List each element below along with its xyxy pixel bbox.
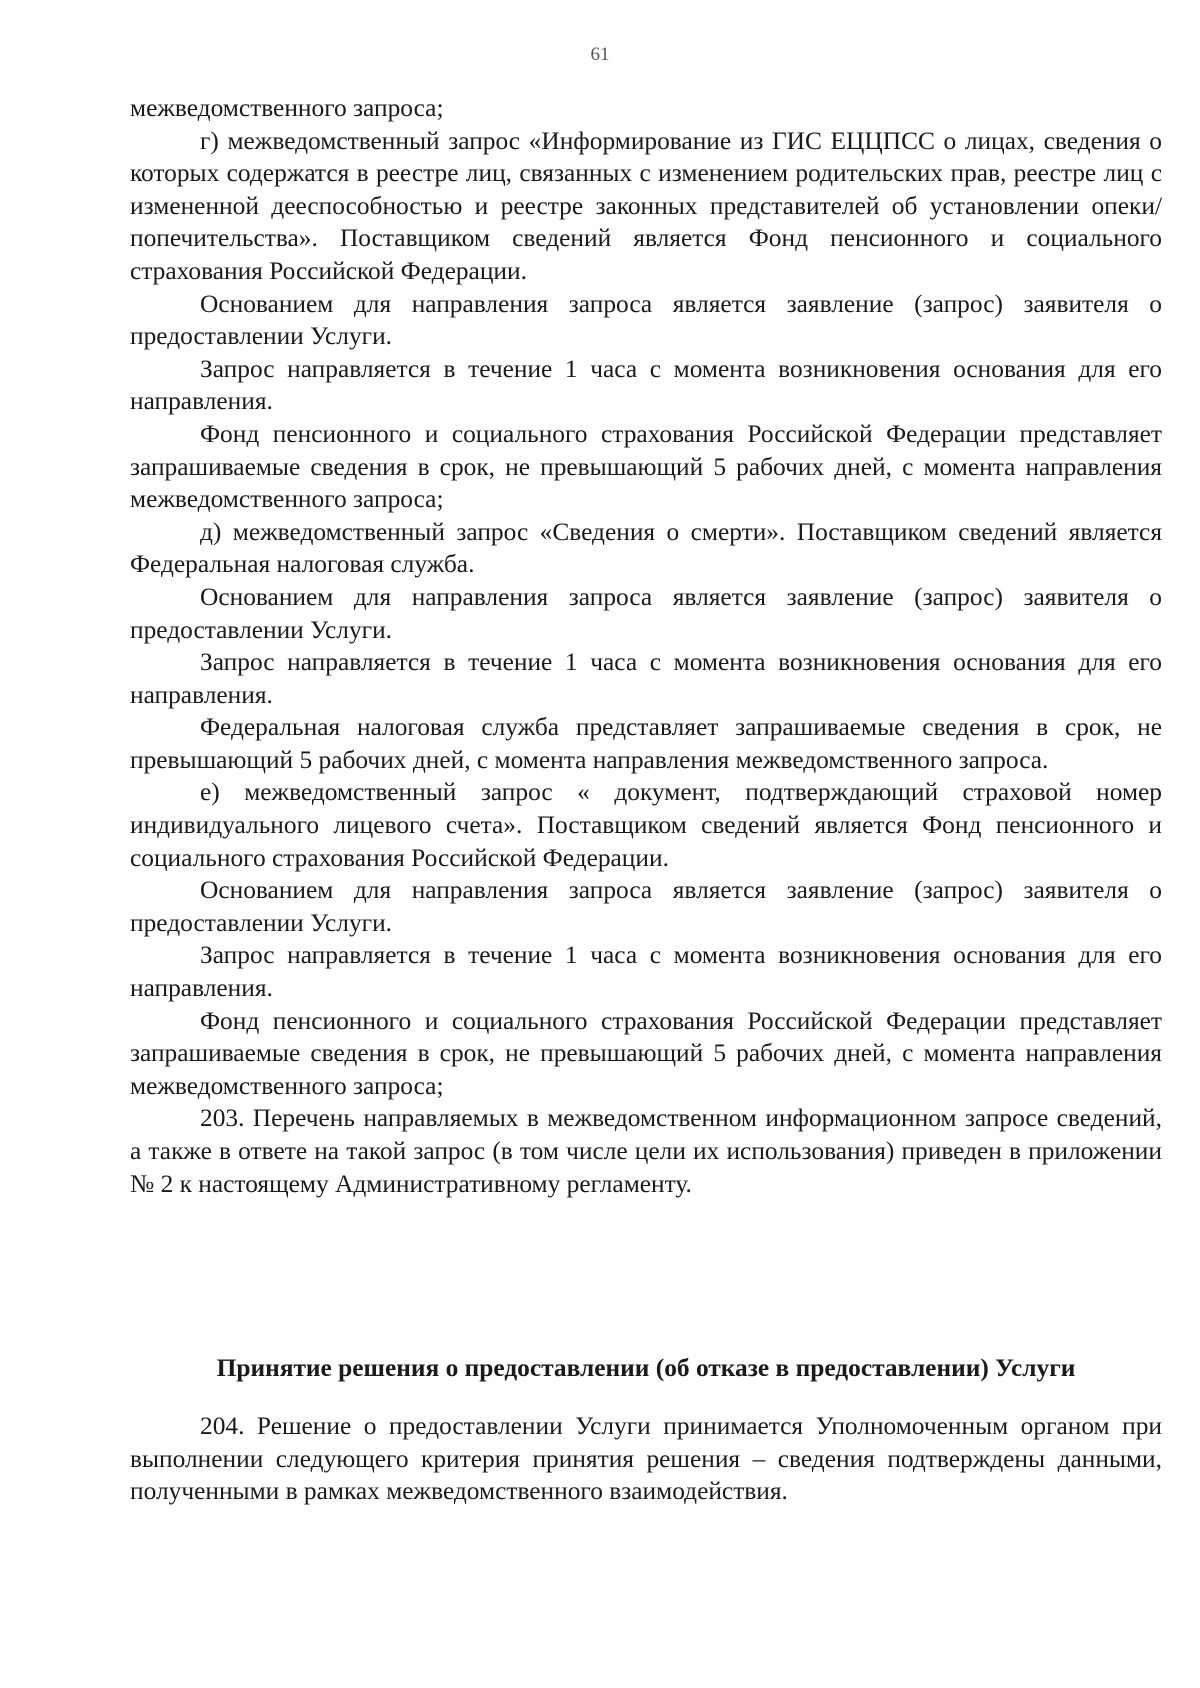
paragraph-basis: Основанием для направления запроса является заявление (запрос) заявителя о предоставлении Услуги. — [130, 289, 1162, 351]
page-number: 61 — [590, 44, 610, 65]
paragraph-timing: Запрос направляется в течение 1 часа с момента возникновения основания для его направления. — [130, 941, 1162, 1003]
paragraph-timing: Запрос направляется в течение 1 часа с момента возникновения основания для его направления. — [130, 354, 1162, 416]
paragraph-response: Фонд пенсионного и социального страхования Российской Федерации представляет запрашиваемые сведения в срок, не превышающий 5 рабочих дней, с момента направления межведомственного запроса; — [130, 419, 1162, 514]
paragraph-item-d: д) межведомственный запрос «Сведения о смерти». Поставщиком сведений является Федеральная налоговая служба. — [130, 517, 1162, 579]
paragraph-response: Федеральная налоговая служба представляет запрашиваемые сведения в срок, не превышающий 5 рабочих дней, с момента направления межведомственного запроса. — [130, 713, 1162, 774]
document-body-section — [130, 1410, 1162, 1508]
paragraph-item-e: е) межведомственный запрос « документ, подтверждающий страховой номер индивидуального лицевого счета». Поставщиком сведений является Фонд пенсионного и социального страхования Российской Федерации. — [130, 778, 1162, 872]
paragraph-continuation: межведомственного запроса; — [130, 94, 444, 122]
paragraph-203: 203. Перечень направляемых в межведомственном информационном запросе сведений, а также в ответе на такой запрос (в том числе цели их использования) приведен в приложении № 2 к настоящему Административному регламенту. — [130, 1104, 1162, 1198]
paragraph-204: 204. Решение о предоставлении Услуги принимается Уполномоченным органом при выполнении следующего критерия принятия решения – сведения подтверждены данными, полученными в рамках межведомственного взаимодействия. — [130, 1412, 1162, 1506]
paragraph-basis: Основанием для направления запроса является заявление (запрос) заявителя о предоставлении Услуги. — [130, 582, 1162, 644]
document-body — [130, 92, 1162, 1200]
section-heading: Принятие решения о предоставлении (об отказе в предоставлении) Услуги — [216, 1354, 1076, 1382]
paragraph-timing: Запрос направляется в течение 1 часа с момента возникновения основания для его направления. — [130, 648, 1162, 709]
paragraph-basis: Основанием для направления запроса является заявление (запрос) заявителя о предоставлении Услуги. — [130, 876, 1162, 937]
paragraph-item-g: г) межведомственный запрос «Информирование из ГИС ЕЦЦПСС о лицах, сведения о которых содержатся в реестре лиц, связанных с изменением родительских прав, реестре лиц с измененной дееспособностью и реестре законных представителей об установлении опеки/попечительства». Поставщиком сведений является Фонд пенсионного и социального страхования Российской Федерации. — [130, 126, 1162, 285]
paragraph-response: Фонд пенсионного и социального страхования Российской Федерации представляет запрашиваемые сведения в срок, не превышающий 5 рабочих дней, с момента направления межведомственного запроса; — [130, 1006, 1162, 1100]
